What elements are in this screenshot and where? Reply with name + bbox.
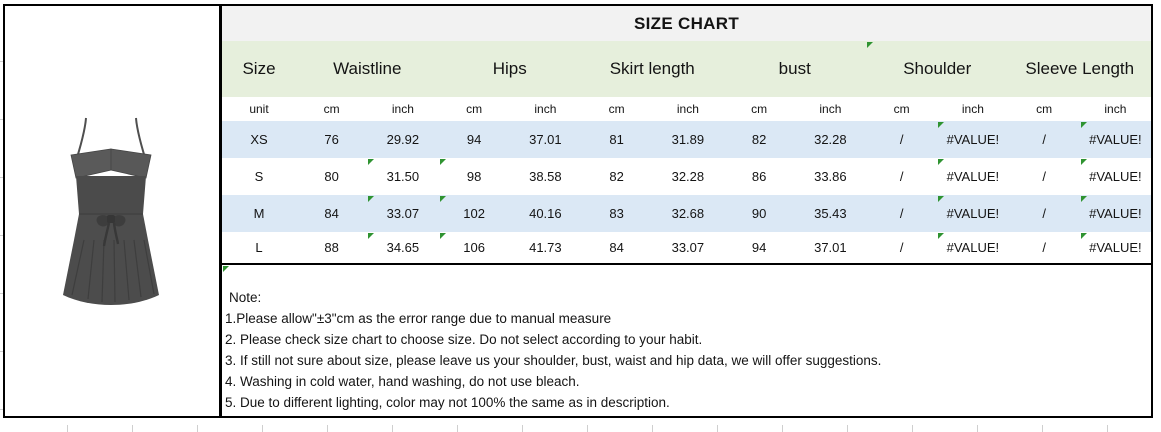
value-cell: 35.43 [814,206,847,221]
error-value: #VALUE! [1089,132,1142,147]
value-cell: / [899,169,904,184]
value: 98 [466,169,482,184]
error-indicator-icon [938,159,944,165]
value-cell: 33.07 [671,240,705,255]
value-cell [439,232,510,263]
header-shoulder [866,41,1009,97]
header-shoulder-label: Shoulder [903,59,972,78]
unit-cell: cm [751,102,768,116]
error-indicator-icon [938,233,944,239]
error-indicator-icon [440,159,446,165]
header-row [222,41,1151,97]
note-item: 1.Please allow"±3"cm as the error range due to manual measure [225,311,612,326]
value-cell: 94 [466,132,482,147]
error-value: #VALUE! [946,240,1000,255]
unit-cell: cm [466,102,483,116]
value-cell: 29.92 [386,132,420,147]
value-cell [1080,195,1151,232]
value-cell [937,232,1008,263]
value-cell: 32.68 [671,206,705,221]
value-cell: 33.86 [814,169,847,184]
sheet-gridline-stubs-bottom [3,425,1161,432]
error-indicator-icon [1081,233,1087,239]
header-hips: Hips [492,59,527,78]
value: 102 [463,206,485,221]
value-cell [1080,158,1151,195]
product-photo-panel [5,6,219,416]
note-heading: Note: [229,290,262,305]
value-cell: 83 [609,206,624,221]
value-cell: 37.01 [529,132,562,147]
note-box [222,263,1151,414]
table-row-xs [222,121,1151,158]
value-cell [439,158,510,195]
value-cell: 32.28 [671,169,705,184]
value: 31.50 [386,169,420,184]
value-cell: 82 [751,132,767,147]
size-label: S [254,169,264,184]
unit-cell: inch [961,102,984,116]
value-cell: / [1042,169,1046,184]
value-cell [937,158,1008,195]
error-indicator-icon [1081,196,1087,202]
note-item: 4. Washing in cold water, hand washing, do not use bleach. [225,374,580,389]
value-cell: 86 [751,169,767,184]
value-cell: 88 [324,240,339,255]
table-row-m [222,195,1151,232]
error-indicator-icon [223,266,229,272]
error-indicator-icon [368,196,374,202]
error-indicator-icon [440,233,446,239]
value-cell: / [1042,132,1046,147]
value-cell: 38.58 [529,169,562,184]
header-size: Size [242,59,276,78]
error-indicator-icon [368,159,374,165]
value: 33.07 [386,206,420,221]
header-skirt-length: Skirt length [609,59,695,78]
value-cell: 37.01 [814,240,847,255]
unit-cell: inch [819,102,842,116]
header-sleeve-length: Sleeve Length [1025,59,1135,78]
size-label: M [253,206,265,221]
value-cell [937,121,1008,158]
unit-row [222,97,1151,121]
value-cell: 81 [609,132,624,147]
error-indicator-icon [368,233,374,239]
error-value: #VALUE! [1089,169,1142,184]
error-indicator-icon [938,122,944,128]
size-label: L [255,240,263,255]
value-cell [937,195,1008,232]
value-cell: 40.16 [529,206,562,221]
error-indicator-icon [1081,122,1087,128]
value-cell: / [899,206,904,221]
unit-cell: cm [323,102,340,116]
unit-cell: inch [534,102,557,116]
value-cell: 80 [324,169,339,184]
unit-cell: cm [1036,102,1053,116]
note-item: 3. If still not sure about size, please leave us your shoulder, bust, waist and hip data, we will offer suggestions. [225,353,882,368]
table-row-s [222,158,1151,195]
unit-cell: inch [676,102,699,116]
value-cell: 76 [324,132,339,147]
error-value: #VALUE! [946,132,1000,147]
value-cell: / [1042,206,1046,221]
value-cell: 84 [324,206,339,221]
unit-cell: cm [893,102,910,116]
error-indicator-icon [1081,159,1087,165]
value-cell: 41.73 [529,240,562,255]
table-row-l [222,232,1151,263]
header-waistline: Waistline [333,59,402,78]
size-chart [222,6,1151,416]
value: 106 [463,240,485,255]
note-item: 5. Due to different lighting, color may not 100% the same as in description. [225,395,670,410]
value-cell: 94 [751,240,767,255]
error-indicator-icon [440,196,446,202]
error-value: #VALUE! [946,206,1000,221]
value-cell: / [899,240,904,255]
dress-illustration [5,6,219,416]
error-value: #VALUE! [1089,206,1142,221]
error-value: #VALUE! [946,169,1000,184]
size-chart-title: SIZE CHART [222,6,1151,41]
unit-cell: unit [249,102,269,116]
value-cell: 84 [609,240,624,255]
header-bust: bust [778,59,811,78]
value-cell [439,195,510,232]
error-indicator-icon [867,42,873,48]
value: 34.65 [386,240,420,255]
value-cell: 32.28 [814,132,847,147]
size-label: XS [250,132,268,147]
unit-cell: inch [391,102,414,116]
value-cell: / [899,132,904,147]
error-indicator-icon [938,196,944,202]
value-cell: 82 [609,169,624,184]
value-cell: 31.89 [671,132,705,147]
value-cell [1080,232,1151,263]
value-cell: 90 [751,206,767,221]
value-cell [367,158,438,195]
value-cell [367,232,438,263]
unit-cell: inch [1104,102,1127,116]
value-cell [1080,121,1151,158]
unit-cell: cm [608,102,625,116]
value-cell: / [1042,240,1046,255]
error-value: #VALUE! [1089,240,1142,255]
value-cell [367,195,438,232]
note-item: 2. Please check size chart to choose size. Do not select according to your habit. [225,332,703,347]
